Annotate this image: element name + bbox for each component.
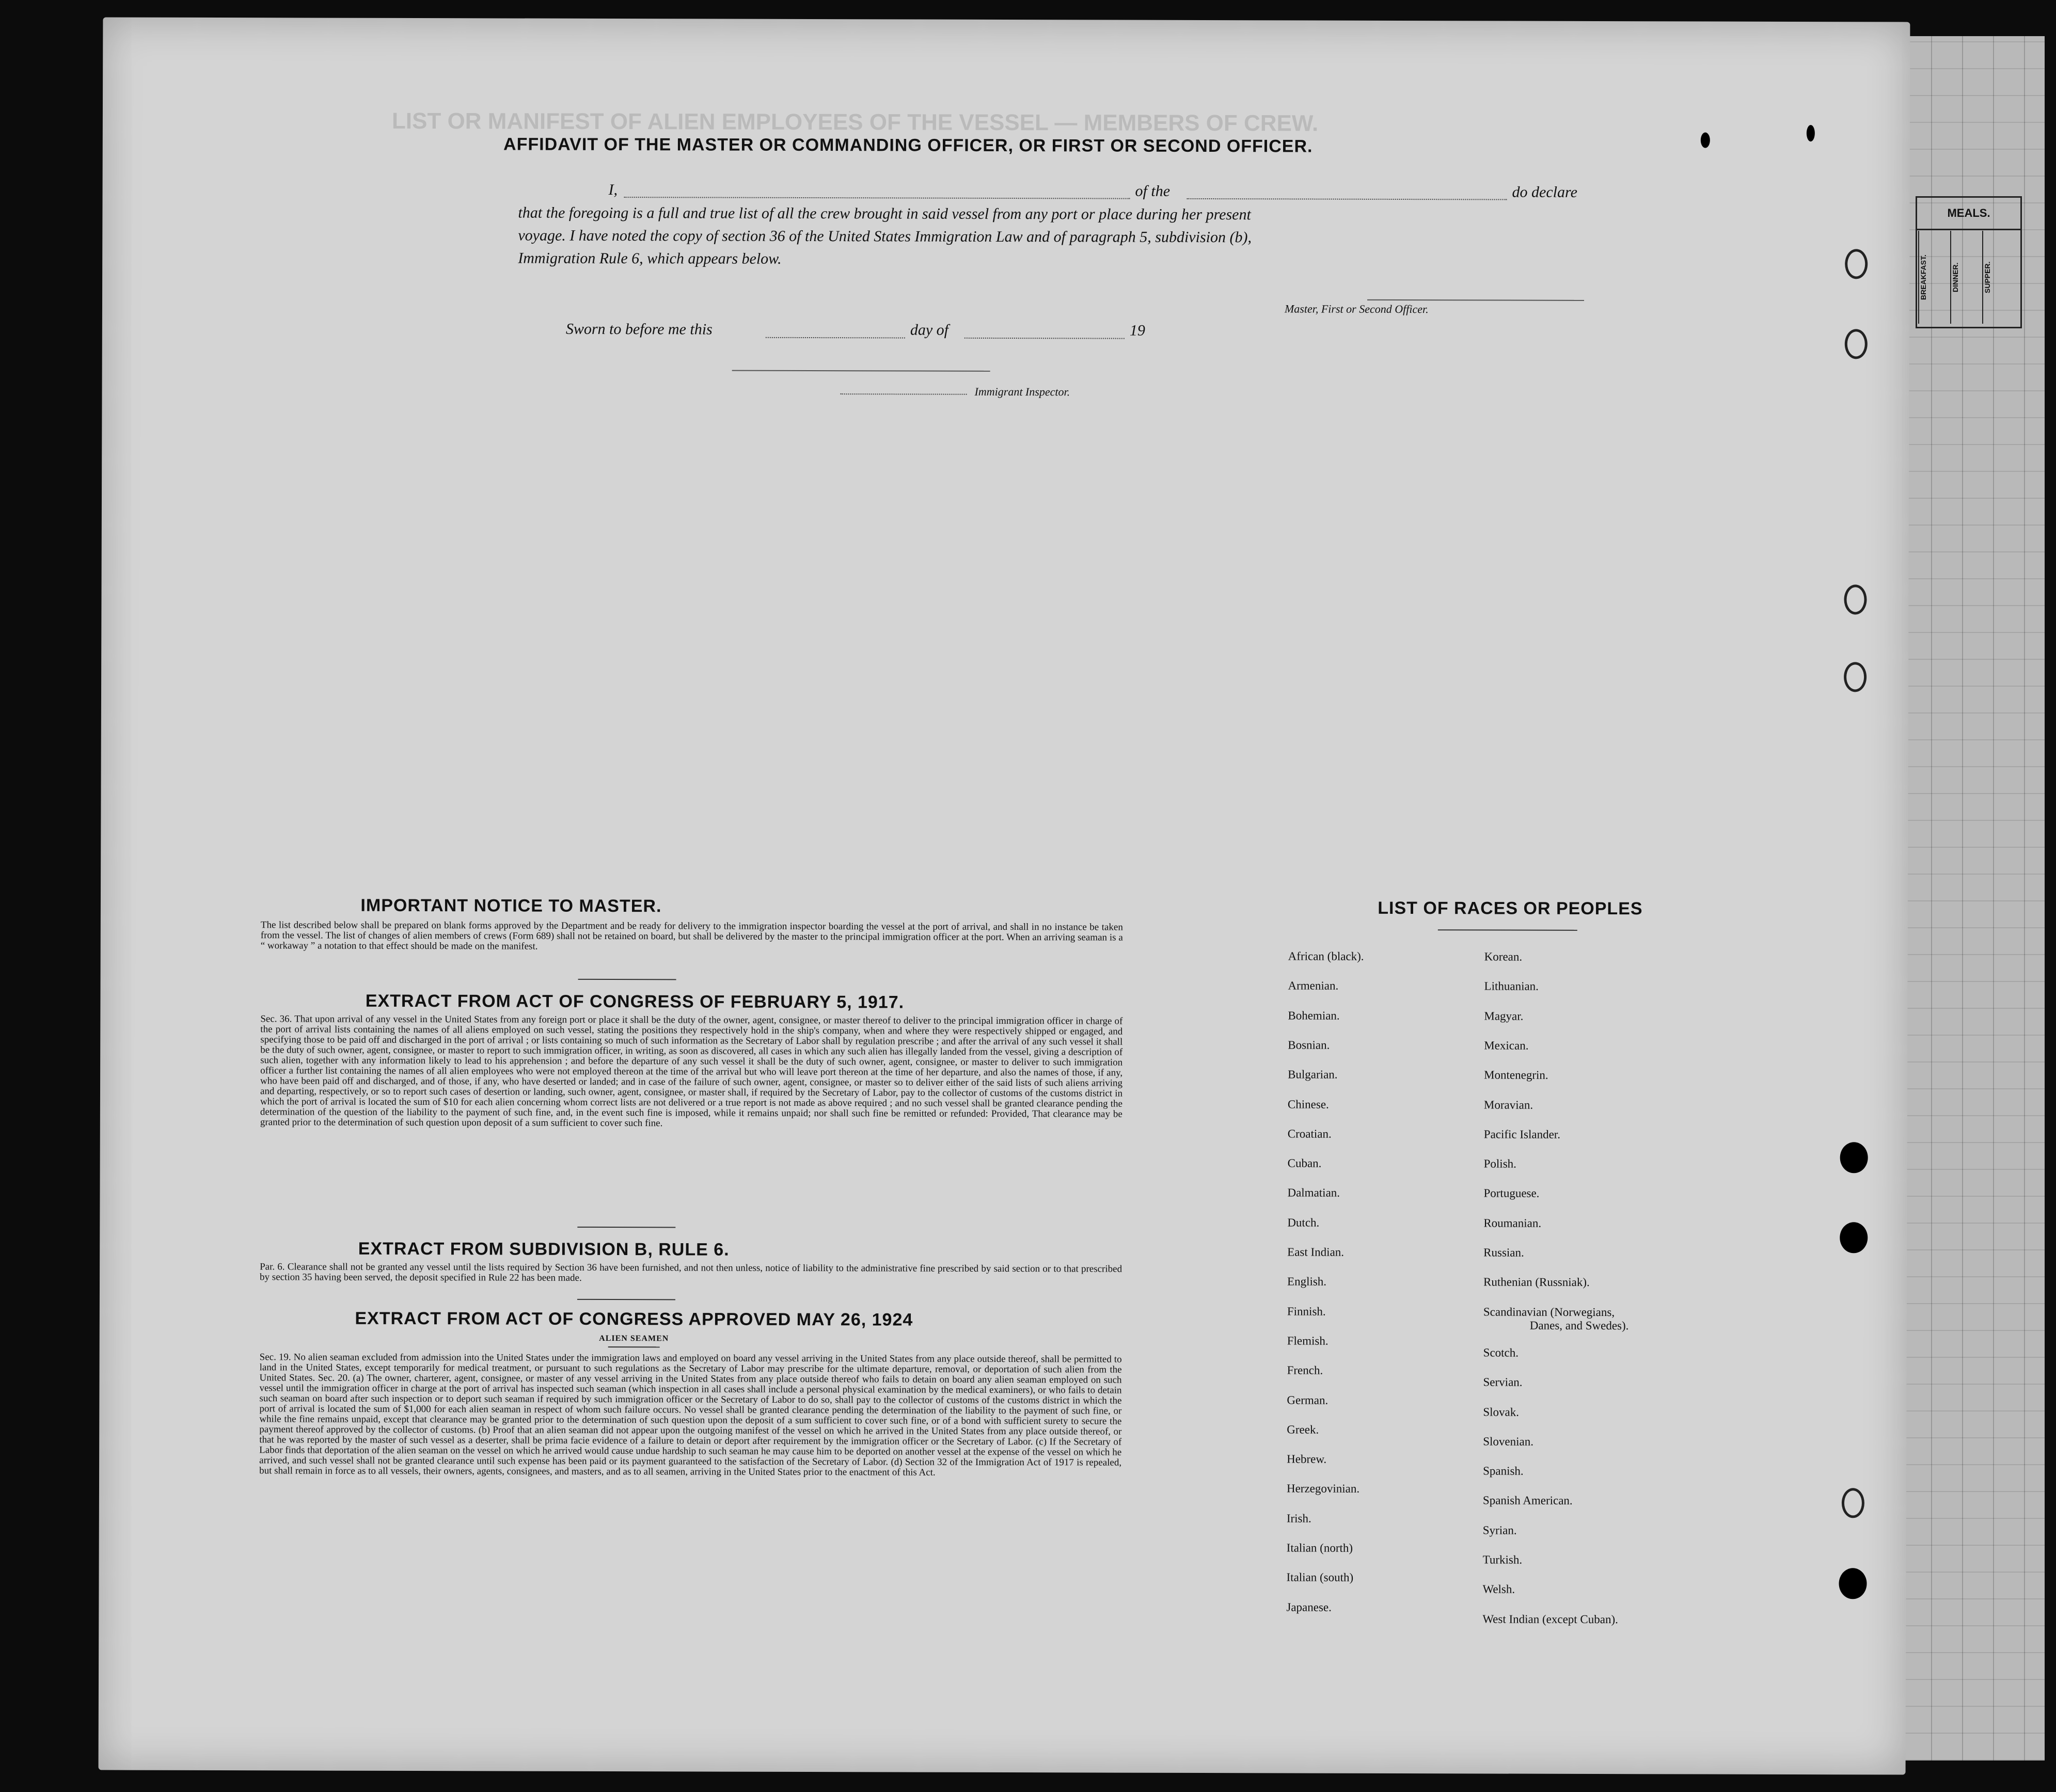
race-item: Italian (south) [1286, 1571, 1354, 1584]
extract-1917-text: Sec. 36. That upon arrival of any vessel in the United States from any foreign port or place it shall be the duty of the owner, agent, consignee, or master thereof to deliver to the principal immigration officer in charge of the port of arrival lists containing the names of all aliens employed on such vessel, stating the positions they respectively hold in the ship's company, when and where they were respectively shipped or engaged, and specifying those to be paid off and discharged in the port of arrival ; or lists containing so much of such information as the Secretary of Labor shall by regulation prescribe ; and after the arrival of any such vessel it shall be the duty of such owner, agent, consignee, or master to report to such immigration officer, in writing, as soon as discovered, all cases in which any such alien has illegally landed from the vessel, giving a description of such alien, together with any information likely to lead to his apprehension ; and before the departure of any such vessel it shall be the duty of such owner, agent, consignee, or master to deliver to such immigration officer a further list containing the names of all alien employees who were not employed thereon at the time of the arrival but who will leave port thereon at the time of her departure, and also the names of those, if any, who have been paid off and discharged, and of those, if any, who have deserted or landed; and in case of the failure of such owner, agent, consignee, or master so to deliver either of the said lists of such aliens arriving and departing, respectively, or so to report such cases of desertion or landing, such owner, agent, consignee, or master shall, if required by the Secretary of Labor, pay to the collector of customs of the customs district in which the port of arrival is located the sum of $10 for each alien concerning whom correct lists are not delivered or a true report is not made as above required ; and no such vessel shall be granted clearance pending the determination of the question of the liability to the payment of such fine, and, in the event such fine is imposed, while it remains unpaid; nor shall such fine be remitted or refunded: Provided, That clearance may be granted prior to the determination of such question upon deposit of a sum sufficient to cover such fine. [260, 1013, 1123, 1129]
affidavit-line2: that the foregoing is a full and true list of all the crew brought in said vessel from any port or place during her present [518, 204, 1251, 224]
inspector-signature-line [732, 370, 990, 372]
race-item: Flemish. [1287, 1334, 1329, 1347]
affidavit-line3: voyage. I have noted the copy of section 36 of the United States Immigration Law and of paragraph 5, subdivision (b), [518, 227, 1252, 246]
race-item: Scandinavian (Norwegians, [1483, 1305, 1615, 1319]
race-item: French. [1287, 1363, 1323, 1377]
binder-hole [1840, 1142, 1868, 1173]
name-blank [624, 197, 1130, 199]
race-item: Cuban. [1287, 1156, 1322, 1170]
race-item: Bulgarian. [1288, 1068, 1338, 1081]
binder-hole [1845, 249, 1868, 279]
race-item: Pacific Islander. [1483, 1128, 1560, 1141]
race-item: Dutch. [1287, 1216, 1320, 1229]
bleed-through-text: LIST OR MANIFEST OF ALIEN EMPLOYEES OF THE VESSEL — MEMBERS OF CREW. [391, 108, 1319, 136]
race-item: Irish. [1286, 1512, 1311, 1525]
race-item: Hebrew. [1287, 1452, 1327, 1466]
race-item: Mexican. [1484, 1039, 1529, 1052]
meals-table [1916, 196, 2022, 328]
race-item: Russian. [1483, 1246, 1524, 1259]
race-item: Spanish. [1483, 1464, 1524, 1478]
race-item: Turkish. [1482, 1553, 1523, 1566]
race-item: Bosnian. [1288, 1038, 1330, 1052]
binder-hole [1844, 584, 1867, 614]
races-left-column [103, 17, 1910, 22]
binder-hole [1844, 662, 1867, 692]
affidavit-declare: do declare [1512, 183, 1577, 201]
divider [577, 1299, 675, 1300]
race-item: Lithuanian. [1484, 979, 1539, 993]
meals-col-dinner: DINNER. [1950, 231, 1982, 324]
extract-rule6-title: EXTRACT FROM SUBDIVISION B, RULE 6. [358, 1239, 730, 1260]
ink-speck [1807, 125, 1815, 141]
race-item: Spanish American. [1482, 1494, 1573, 1508]
binder-hole [1840, 1222, 1868, 1253]
race-item: Moravian. [1483, 1098, 1533, 1112]
day-blank [766, 337, 905, 339]
race-item: Welsh. [1482, 1582, 1515, 1596]
race-item: Italian (north) [1286, 1541, 1353, 1555]
extract-1924-subtitle: ALIEN SEAMEN [599, 1334, 669, 1343]
race-item: Bohemian. [1288, 1009, 1340, 1022]
race-item: Roumanian. [1483, 1216, 1542, 1230]
divider [578, 979, 676, 980]
race-item: Polish. [1483, 1157, 1516, 1170]
races-right-column [103, 17, 1910, 22]
race-item: English. [1287, 1275, 1327, 1288]
month-blank [964, 338, 1125, 339]
race-item: Herzegovinian. [1286, 1482, 1360, 1496]
race-item: Japanese. [1286, 1600, 1332, 1614]
race-item: Magyar. [1484, 1009, 1524, 1023]
document-page [99, 17, 1910, 1774]
master-signature-line [1367, 299, 1584, 301]
race-item: Servian. [1483, 1375, 1523, 1389]
race-item: Slovenian. [1483, 1435, 1534, 1448]
extract-1924-title: EXTRACT FROM ACT OF CONGRESS APPROVED MAY 26, 1924 [355, 1308, 913, 1330]
race-item: Syrian. [1482, 1524, 1517, 1537]
notice-title: IMPORTANT NOTICE TO MASTER. [360, 895, 662, 916]
affidavit-of-the: of the [1135, 182, 1171, 200]
master-signature-caption: Master, First or Second Officer. [1284, 302, 1429, 316]
race-item: Dalmatian. [1287, 1186, 1340, 1200]
meals-title: MEALS. [1917, 198, 2020, 230]
binder-hole [1845, 329, 1868, 359]
race-item: German. [1287, 1393, 1329, 1407]
race-item: Croatian. [1287, 1127, 1332, 1140]
race-item: Montenegrin. [1484, 1068, 1548, 1082]
inspector-dots [841, 393, 967, 395]
race-item: Finnish. [1287, 1305, 1326, 1318]
divider [608, 1346, 660, 1347]
race-item: East Indian. [1287, 1245, 1345, 1259]
divider [1438, 929, 1577, 931]
race-item: Armenian. [1288, 979, 1339, 992]
sworn-prefix: Sworn to before me this [565, 320, 713, 338]
affidavit-line4: Immigration Rule 6, which appears below. [518, 249, 782, 267]
affidavit-title: AFFIDAVIT OF THE MASTER OR COMMANDING OFFICER, OR FIRST OR SECOND OFFICER. [503, 134, 1313, 156]
affidavit-i: I, [608, 181, 618, 199]
race-item: Ruthenian (Russniak). [1483, 1275, 1590, 1289]
races-title: LIST OF RACES OR PEOPLES [1378, 898, 1643, 919]
race-item-continuation: Danes, and Swedes). [1529, 1319, 1629, 1332]
extract-1924-text: Sec. 19. No alien seaman excluded from admission into the United States under the immigration laws and employed on board any vessel arriving in the United States from any place outside thereof, shall be permitted to land in the United States, except temporarily for medical treatment, or pursuant to such regulations as the Secretary of Labor may prescribe for the ultimate departure, removal, or deportation of such alien from the United States. Sec. 20. (a) The owner, charterer, agent, consignee, or master of any vessel arriving in the United States from any place outside thereof who fails to detain on board any alien seaman employed on such vessel until the immigration officer in charge at the port of arrival has inspected such seaman (which inspection in all cases shall include a personal physical examination by the medical examiners), or who fails to detain such seaman on board after such inspection or to deport such seaman if required by such immigration officer or the Secretary of Labor to do so, shall pay to the collector of customs of the customs district in which the port of arrival is located the sum of $1,000 for each alien seaman in respect of whom such failure occurs. No vessel shall be granted clearance pending the determination of the liability to the payment of such fine, or while the fine remains unpaid, except that clearance may be granted prior to the determination of such question upon the deposit of a sum sufficient to cover such fine, or of a bond with sufficient surety to secure the payment thereof approved by the collector of customs. (b) Proof that an alien seaman did not appear upon the outgoing manifest of the vessel on which he arrived in the United States from any place outside thereof, or that he was reported by the master of such vessel as a deserter, shall be prima facie evidence of a failure to detain or deport after requirement by the immigration officer or the Secretary of Labor. (c) If the Secretary of Labor finds that deportation of the alien seaman on the vessel on which he arrived would cause undue hardship to such seaman he may cause him to be deported on another vessel at the expense of the vessel on which he arrived, and such vessel shall not be granted clearance until such expense has been paid or its payment guaranteed to the satisfaction of the Secretary of Labor. (d) Section 32 of the Immigration Act of 1917 is repealed, but shall remain in force as to all vessels, their owners, agents, consignees, and masters, and as to all seamen, arriving in the United States prior to the enactment of this Act. [259, 1352, 1122, 1478]
sworn-day-of: day of [910, 321, 949, 339]
sworn-year: 19 [1129, 322, 1145, 339]
race-item: Korean. [1484, 950, 1523, 963]
extract-1917-title: EXTRACT FROM ACT OF CONGRESS OF FEBRUARY 5, 1917. [365, 991, 905, 1012]
race-item: West Indian (except Cuban). [1482, 1612, 1618, 1626]
race-item: Scotch. [1483, 1346, 1519, 1359]
race-item: Slovak. [1483, 1405, 1520, 1419]
race-item: Chinese. [1287, 1097, 1329, 1111]
inspector-caption: Immigrant Inspector. [974, 385, 1070, 399]
extract-rule6-text: Par. 6. Clearance shall not be granted any vessel until the lists required by Section 36 have been furnished, and not then unless, notice of liability to the administrative fine prescribed by said section or to that prescribed by section 35 having been served, the deposit specified in Rule 22 has been made. [260, 1261, 1122, 1283]
notice-text: The list described below shall be prepared on blank forms approved by the Department and be ready for delivery to the immigration inspector boarding the vessel at the port of arrival, and shall in no instance be taken from the vessel. The list of changes of alien members of crews (Form 689) shall not be retained on board, but shall be delivered by the master to the principal immigration officer at the port. When an arriving seaman is a “ workaway ” a notation to that effect should be made on the manifest. [260, 919, 1123, 952]
race-item: African (black). [1288, 949, 1364, 963]
binder-hole [1839, 1568, 1867, 1599]
race-item: Greek. [1287, 1423, 1319, 1436]
race-item: Portuguese. [1483, 1186, 1540, 1200]
meals-col-breakfast: BREAKFAST. [1918, 231, 1950, 324]
meals-col-supper: SUPPER. [1982, 231, 2014, 324]
divider [577, 1227, 675, 1228]
binder-hole [1842, 1488, 1864, 1518]
vessel-blank [1187, 198, 1507, 200]
